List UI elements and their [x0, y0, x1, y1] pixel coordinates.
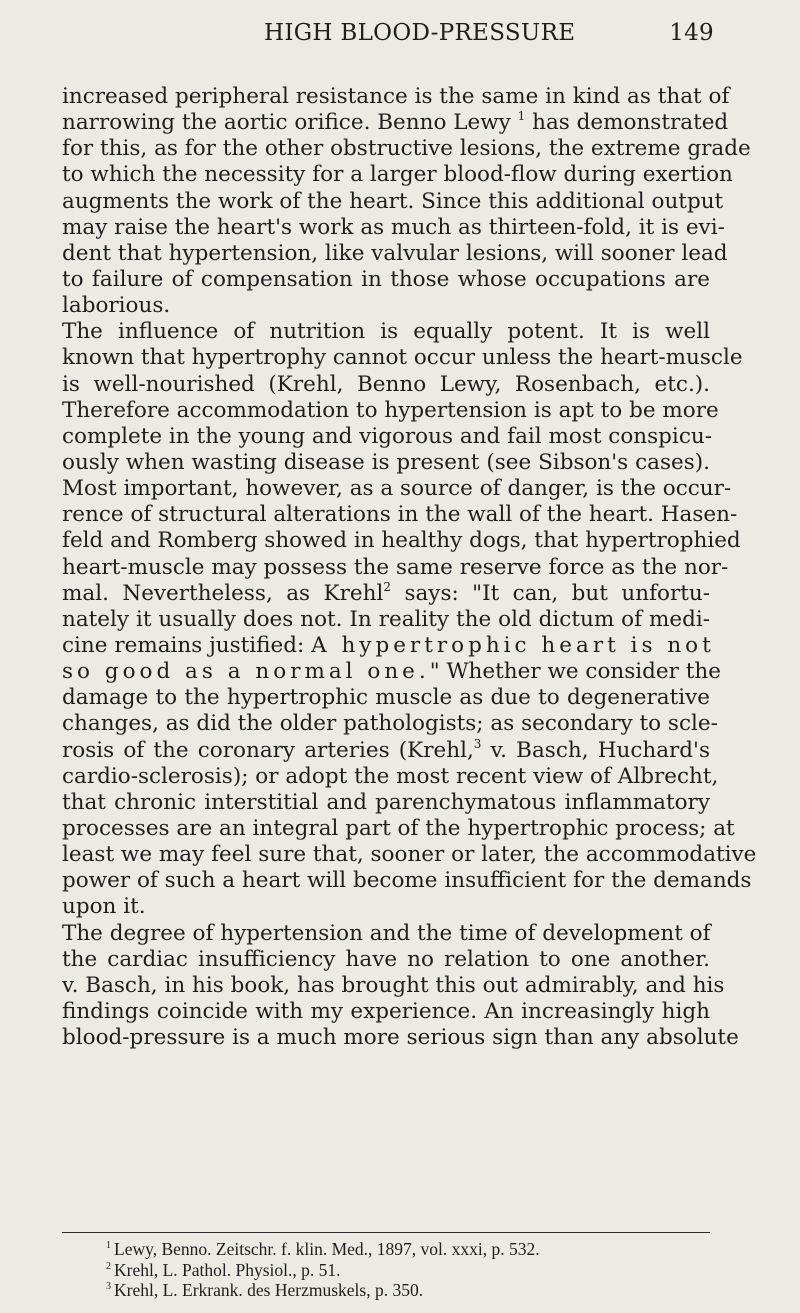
text-line: known that hypertrophy cannot occur unless the heart-muscle [62, 345, 743, 371]
text-line: cine remains justified: A hypertrophic heart is not [62, 632, 715, 658]
text-line: changes, as did the older pathologists; as secondary to scle- [62, 711, 718, 737]
text-line: laborious. [62, 293, 171, 319]
text-line: so good as a normal one." Whether we consider the [62, 659, 721, 685]
text-line: to failure of compensation in those whose occupations are [62, 266, 710, 292]
text-line: cardio-sclerosis); or adopt the most recent view of Albrecht, [62, 763, 719, 789]
footnote-mark: 2 [106, 1260, 111, 1272]
text-line: The degree of hypertension and the time of development of [62, 920, 711, 946]
footnote [106, 1260, 716, 1281]
footnote-mark: 1 [106, 1240, 111, 1251]
emphasized-quote: A hypertrophic heart is not [311, 632, 715, 658]
text-line: least we may feel sure that, sooner or later, the accommodative [62, 842, 757, 868]
footnote [106, 1239, 716, 1260]
text-line: heart-muscle may possess the same reserve force as the nor- [62, 554, 729, 580]
text-line: increased peripheral resistance is the same in kind as that of [62, 84, 730, 109]
text-line: Therefore accommodation to hypertension is apt to be more [62, 397, 719, 423]
text-line: that chronic interstitial and parenchymatous inflammatory [62, 789, 710, 815]
footnote-text: Krehl, L. Erkrank. des Herzmuskels, p. 350. [114, 1280, 424, 1300]
text-line: feld and Romberg showed in healthy dogs, that hypertrophied [62, 528, 741, 554]
emphasized-quote: so good as a normal one. [62, 659, 430, 685]
text-line: augments the work of the heart. Since this additional output [62, 188, 724, 214]
text-line: rence of structural alterations in the wall of the heart. Hasen- [62, 502, 738, 528]
text-line: findings coincide with my experience. An increasingly high [62, 998, 710, 1024]
text-line: v. Basch, in his book, has brought this out admirably, and his [62, 972, 725, 998]
footnote [106, 1280, 716, 1301]
footnote-mark: 3 [106, 1281, 111, 1292]
text-line: ously when wasting disease is present (see Sibson's cases). [62, 449, 710, 475]
text-line: may raise the heart's work as much as thirteen-fold, it is evi- [62, 214, 725, 240]
text-line: for this, as for the other obstructive lesions, the extreme grade [62, 136, 751, 162]
footnote-ref: 1 [517, 109, 526, 124]
body-text [62, 84, 757, 1051]
text-line: damage to the hypertrophic muscle as due to degenerative [62, 685, 710, 711]
text-line: upon it. [62, 894, 146, 920]
footnote-text: Lewy, Benno. Zeitschr. f. klin. Med., 1897, vol. xxxi, p. 532. [114, 1239, 540, 1259]
text-line: narrowing the aortic orifice. Benno Lewy $^1$ has demonstrated [62, 109, 729, 136]
text-line: The influence of nutrition is equally potent. It is well [62, 319, 710, 345]
text-line: the cardiac insufficiency have no relation to one another. [62, 946, 710, 972]
running-head: HIGH BLOOD-PRESSURE [264, 20, 576, 46]
text-line: complete in the young and vigorous and fail most conspicu- [62, 423, 712, 449]
footnote-ref: 3 [473, 736, 482, 751]
text-line: power of such a heart will become insufficient for the demands [62, 868, 752, 894]
text-line: is well-nourished (Krehl, Benno Lewy, Rosenbach, etc.). [62, 371, 710, 397]
text-line: rosis of the coronary arteries (Krehl,$^3$ v. Basch, Huchard's [62, 736, 711, 763]
text-line: Most important, however, as a source of danger, is the occur- [62, 476, 732, 502]
text-line: blood-pressure is a much more serious sign than any absolute [62, 1025, 739, 1051]
footnote-text: Krehl, L. Pathol. Physiol., p. 51. [114, 1259, 341, 1280]
text-line: processes are an integral part of the hypertrophic process; at [62, 815, 735, 841]
footnote-divider [62, 1232, 710, 1233]
page-header [62, 10, 714, 58]
text-line: nately it usually does not. In reality the old dictum of medi- [62, 606, 710, 632]
text-line: mal. Nevertheless, as Krehl$^2$ says: "It can, but unfortu- [62, 579, 711, 606]
text-line: to which the necessity for a larger blood-flow during exertion [62, 162, 733, 188]
footnote-ref: 2 [383, 579, 391, 594]
footnotes [106, 1239, 716, 1301]
page-number: 149 [669, 20, 714, 46]
text-line: dent that hypertension, like valvular lesions, will sooner lead [62, 240, 728, 266]
